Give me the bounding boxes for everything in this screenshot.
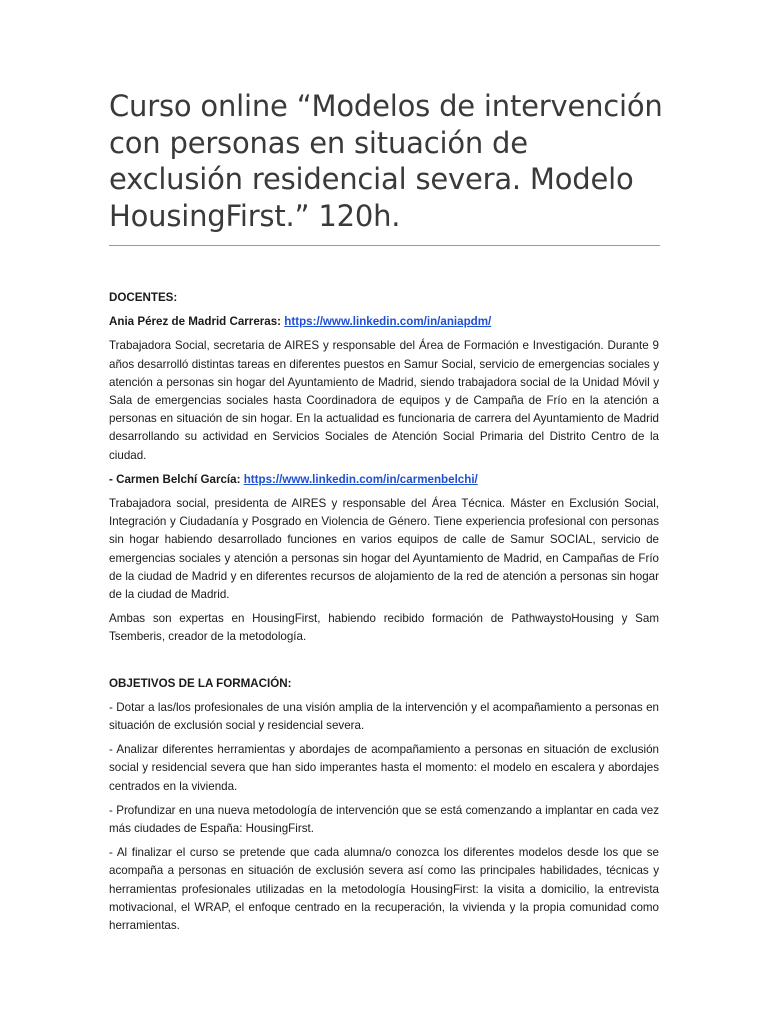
teacher2-name: Carmen Belchí García:: [116, 472, 241, 486]
teacher1-linkedin-link[interactable]: https://www.linkedin.com/in/aniapdm/: [284, 315, 492, 329]
teacher2-prefix: -: [109, 472, 117, 486]
docentes-heading: DOCENTES:: [109, 291, 178, 304]
teacher1-bio: Trabajadora Social, secretaria de AIRES y responsable del Área de Formación e Investigación. Durante 9 años desarrolló distintas tareas en diferentes puestos en Samur Social, servicio de emergencias sociales y atención a personas sin hogar del Ayuntamiento de Madrid, siendo trabajadora social de la Unidad Móvil y Sala de emergencias sociales hasta Coordinadora de equipos y de Campaña de Frío en la atención a personas en situación de sin hogar. En la actualidad es funcionaria de carrera del Ayuntamiento de Madrid desarrollando su actividad en Servicios Sociales de Atención Social Primaria del Distrito Centro de la ciudad.: [109, 339, 659, 462]
title-divider: [109, 245, 660, 246]
document-body: [109, 289, 659, 941]
teacher1-name: Ania Pérez de Madrid Carreras:: [109, 315, 282, 329]
objetivo-item: - Al finalizar el curso se pretende que cada alumna/o conozca los diferentes modelos desde los que se acompaña a personas en situación de exclusión severa así como las principales habilidades, técnicas y herramientas profesionales utilizadas en la metodología HousingFirst: la visita a domicilio, la entrevista motivacional, el WRAP, el enfoque centrado en la recuperación, la vivienda y la propia comunidad como herramientas.: [109, 846, 659, 933]
teacher2-bio: Trabajadora social, presidenta de AIRES y responsable del Área Técnica. Máster en Exclusión Social, Integración y Ciudadanía y Posgrado en Violencia de Género. Tiene experiencia profesional con personas sin hogar habiendo desarrollado funciones en varios equipos de calle de Samur SOCIAL, servicio de emergencias sociales y atención a personas sin hogar del Ayuntamiento de Madrid, en Campañas de Frío de la ciudad de Madrid y en diferentes recursos de alojamiento de la red de atención a personas sin hogar de la ciudad de Madrid.: [109, 497, 659, 602]
objetivo-item: - Analizar diferentes herramientas y abordajes de acompañamiento a personas en situación de exclusión social y residencial severa que han sido imperantes hasta el momento: el modelo en escalera y abordajes centrados en la vivienda.: [109, 743, 659, 793]
objetivos-heading: OBJETIVOS DE LA FORMACIÓN:: [109, 676, 292, 690]
objetivo-item: - Dotar a las/los profesionales de una visión amplia de la intervención y el acompañamiento a personas en situación de exclusión social y residencial severa.: [109, 700, 659, 733]
objetivo-item: - Profundizar en una nueva metodología de intervención que se está comenzando a implantar en cada vez más ciudades de España: HousingFirst.: [109, 803, 659, 836]
document-title: Curso online “Modelos de intervención con personas en situación de exclusión residencial severa. Modelo HousingFirst.” 120h.: [109, 89, 663, 233]
teacher2-linkedin-link[interactable]: https://www.linkedin.com/in/carmenbelchi/: [243, 472, 478, 486]
teacher1-line: [109, 313, 659, 331]
teacher2-line: [109, 471, 659, 489]
both-experts-paragraph: Ambas son expertas en HousingFirst, habiendo recibido formación de PathwaystoHousing y Sam Tsemberis, creador de la metodología.: [109, 612, 659, 644]
